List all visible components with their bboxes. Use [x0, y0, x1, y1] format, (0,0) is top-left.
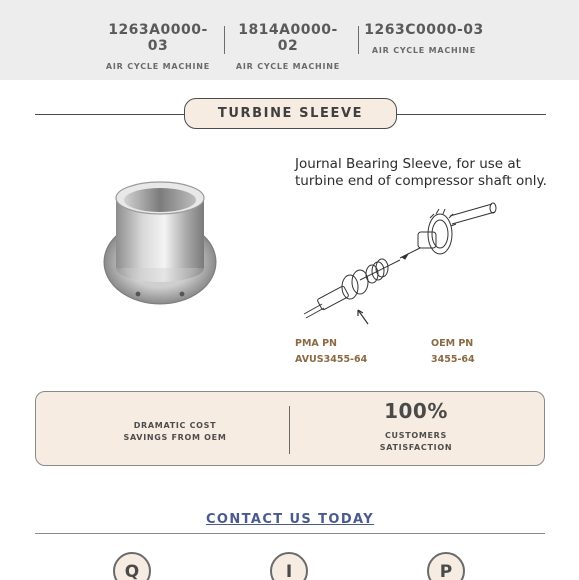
part-number-1 — [98, 22, 218, 71]
title-rule-left — [35, 114, 185, 115]
benefits-divider — [289, 406, 290, 454]
section-title: TURBINE SLEEVE — [184, 98, 397, 129]
satisfaction-percent: 100% — [384, 399, 448, 423]
header-divider — [358, 26, 359, 54]
satisfaction-text — [356, 430, 476, 454]
pma-pn-value: AVUS3455-64 — [295, 354, 368, 365]
quality-badge: Q — [113, 552, 151, 580]
cost-savings-text — [115, 420, 235, 444]
part-number-value: 1263C0000-03 — [364, 22, 484, 38]
part-number-subtitle: AIR CYCLE MACHINE — [371, 46, 477, 55]
cost-savings-line2: SAVINGS FROM OEM — [123, 433, 227, 442]
title-rule-right — [396, 114, 546, 115]
pma-pn-label: PMA PN — [295, 338, 337, 349]
part-number-value: 1263A0000-03 — [108, 22, 208, 54]
contact-us-link[interactable]: CONTACT US TODAY — [205, 512, 375, 527]
part-number-value: 1814A0000-02 — [238, 22, 338, 54]
turbine-sleeve-photo-icon — [98, 176, 222, 314]
satisfaction-line2: SATISFACTION — [379, 443, 453, 452]
exploded-shaft-diagram-icon — [300, 196, 500, 330]
part-number-subtitle: AIR CYCLE MACHINE — [105, 62, 211, 71]
oem-pn-value: 3455-64 — [431, 354, 475, 365]
contact-rule — [35, 533, 545, 534]
part-number-2 — [228, 22, 348, 71]
product-description: Journal Bearing Sleeve, for use at turbine end of compressor shaft only. — [295, 156, 547, 189]
cost-savings-line1: DRAMATIC COST — [133, 421, 217, 430]
header-divider — [224, 26, 225, 54]
info-badge: I — [270, 552, 308, 580]
pma-badge: P — [427, 552, 465, 580]
satisfaction-line1: CUSTOMERS — [384, 431, 448, 440]
part-number-subtitle: AIR CYCLE MACHINE — [235, 62, 341, 71]
part-number-3 — [364, 22, 484, 55]
oem-pn-label: OEM PN — [431, 338, 474, 349]
